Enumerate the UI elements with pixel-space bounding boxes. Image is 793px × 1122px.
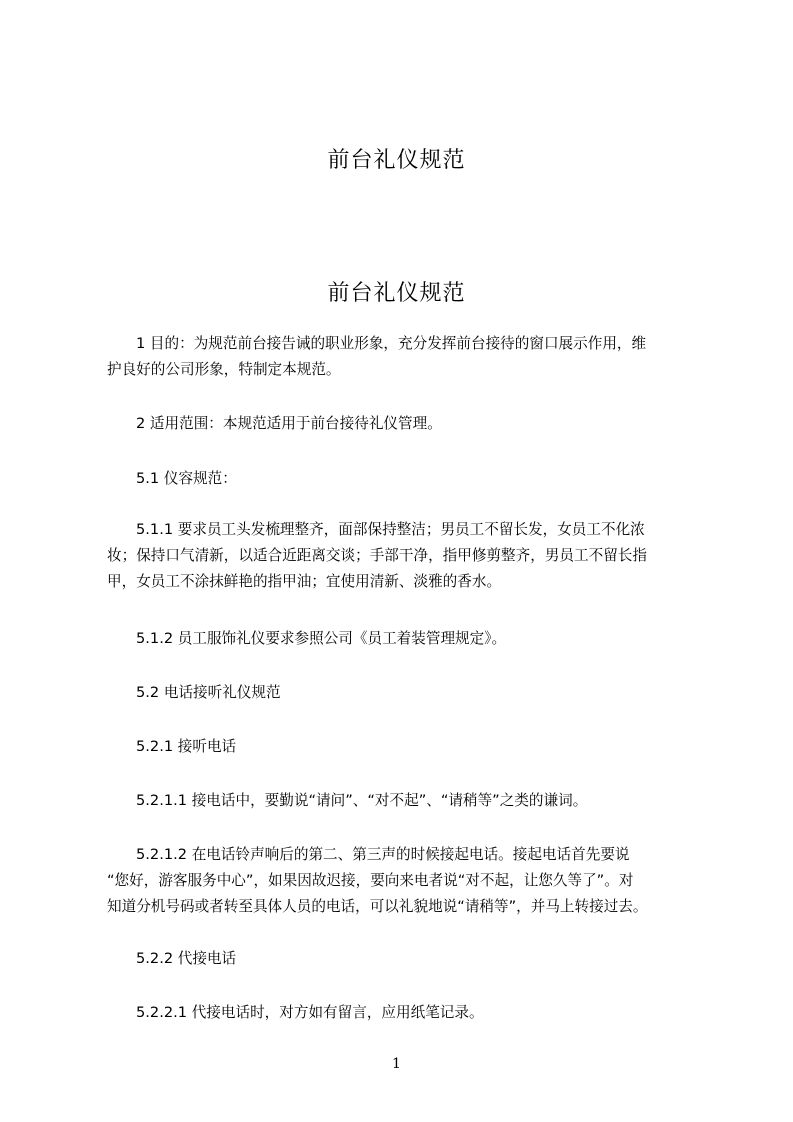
paragraph-line: 5.2.1 接听电话 bbox=[136, 738, 237, 755]
paragraph-line: 甲，女员工不涂抹鲜艳的指甲油；宜使用清新、淡雅的香水。 bbox=[107, 573, 502, 590]
paragraph-proxy-message bbox=[107, 1000, 695, 1026]
paragraph-line: 5.1 仪容规范： bbox=[136, 470, 237, 487]
paragraph-purpose bbox=[107, 331, 695, 383]
page-number: 1 bbox=[392, 1056, 401, 1072]
paragraph-line: 5.2.1.1 接电话中，要勤说“请问”、“对不起”、“请稍等”之类的谦词。 bbox=[136, 792, 588, 809]
paragraph-line: 2 适用范围：本规范适用于前台接待礼仪管理。 bbox=[136, 415, 442, 432]
paragraph-line: “您好，游客服务中心”，如果因故迟接，要向来电者说“对不起，让您久等了”。对 bbox=[107, 872, 634, 889]
paragraph-line: 5.2 电话接听礼仪规范 bbox=[136, 684, 281, 701]
paragraph-line: 5.1.1 要求员工头发梳理整齐，面部保持整洁；男员工不留长发，女员工不化浓 bbox=[136, 521, 645, 538]
paragraph-answer-timing bbox=[107, 842, 695, 920]
heading-answering-calls bbox=[107, 734, 695, 760]
paragraph-line: 护良好的公司形象，特制定本规范。 bbox=[107, 361, 341, 378]
main-title: 前台礼仪规范 bbox=[327, 281, 466, 306]
heading-proxy-calls bbox=[107, 946, 695, 972]
header-title: 前台礼仪规范 bbox=[327, 148, 466, 173]
heading-phone-etiquette bbox=[107, 680, 695, 706]
paragraph-line: 5.2.1.2 在电话铃声响后的第二、第三声的时候接起电话。接起电话首先要说 bbox=[136, 846, 630, 863]
paragraph-line: 1 目的：为规范前台接告诫的职业形象，充分发挥前台接待的窗口展示作用，维 bbox=[136, 335, 647, 352]
heading-appearance bbox=[107, 466, 695, 492]
paragraph-line: 妆；保持口气清新，以适合近距离交谈；手部干净，指甲修剪整齐，男员工不留长指 bbox=[107, 547, 647, 564]
paragraph-polite-words bbox=[107, 788, 695, 814]
paragraph-line: 5.2.2 代接电话 bbox=[136, 950, 237, 967]
paragraph-line: 知道分机号码或者转至具体人员的电话，可以礼貌地说“请稍等”，并马上转接过去。 bbox=[107, 898, 648, 915]
paragraph-dress-code bbox=[107, 626, 695, 652]
paragraph-line: 5.1.2 员工服饰礼仪要求参照公司《员工着装管理规定》。 bbox=[136, 630, 507, 647]
paragraph-line: 5.2.2.1 代接电话时，对方如有留言，应用纸笔记录。 bbox=[136, 1004, 484, 1021]
paragraph-scope bbox=[107, 411, 695, 437]
paragraph-grooming bbox=[107, 517, 695, 595]
